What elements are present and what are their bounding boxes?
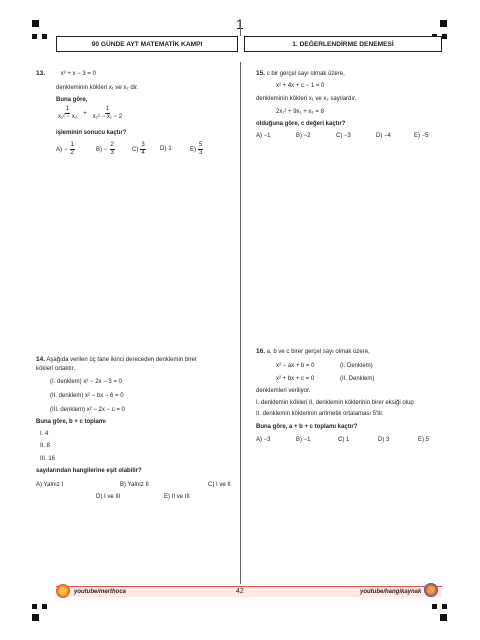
question-15 bbox=[256, 70, 345, 78]
question-13 bbox=[36, 70, 96, 78]
equation-2: (II. denklem) x² − bx − 6 = 0 bbox=[50, 393, 124, 399]
question-text: sayılarından hangilerine eşit olabilir? bbox=[36, 468, 142, 474]
option-c[interactable]: C) −3 bbox=[336, 133, 351, 139]
option-a[interactable]: A) −1 bbox=[256, 133, 271, 139]
given-text: Buna göre, b + c toplamı bbox=[36, 419, 106, 425]
footer-right-link[interactable]: youtube/hangikaynak bbox=[360, 589, 422, 595]
corner-square bbox=[442, 34, 447, 39]
corner-square bbox=[42, 604, 47, 609]
option-d[interactable]: D) 3 bbox=[378, 437, 390, 443]
given-text-1: denklemleri veriliyor. bbox=[256, 388, 311, 394]
option-e[interactable]: E) −5 bbox=[414, 133, 429, 139]
corner-square bbox=[440, 614, 447, 621]
option-d[interactable]: D) −4 bbox=[376, 133, 391, 139]
option-a[interactable]: A) − $\frac{1}{2}$ bbox=[56, 142, 74, 156]
question-text: Buna göre, a + b + c toplamı kaçtır? bbox=[256, 424, 358, 430]
option-d[interactable]: D) 1 bbox=[160, 146, 172, 152]
merthoca-logo-icon bbox=[56, 584, 70, 598]
question-number: 16. bbox=[256, 348, 266, 355]
option-c[interactable]: C) $\frac{3}{4}$ bbox=[132, 142, 145, 156]
option-b[interactable]: B) − $\frac{2}{3}$ bbox=[96, 142, 114, 156]
corner-square bbox=[32, 20, 39, 27]
corner-square bbox=[442, 604, 447, 609]
equation-2: x² + bx + c = 0 bbox=[276, 376, 315, 382]
footer-line bbox=[56, 586, 442, 587]
equation-1: (I. denklem) x² − 2x − 3 = 0 bbox=[50, 379, 122, 385]
intro-text-2: kökleri ortaktır. bbox=[36, 366, 76, 372]
option-e[interactable]: E) 5 bbox=[418, 437, 430, 443]
roots-text: denkleminin kökleri x₁ ve x₂ sayılardır. bbox=[256, 96, 357, 102]
intro-text: a, b ve c birer gerçel sayı olmak üzere, bbox=[266, 349, 370, 355]
fraction: $\frac{1}{\text{x₁² − x₂}}$ bbox=[58, 106, 78, 120]
question-14 bbox=[36, 356, 197, 364]
corner-square bbox=[32, 34, 37, 39]
header-right-title: 1. DEĞERLENDİRME DENEMESİ bbox=[244, 36, 442, 52]
option-d[interactable]: D) I ve III bbox=[96, 494, 121, 500]
equation-3: (III. denklem) x² − 2x − c = 0 bbox=[50, 407, 125, 413]
given-text: Buna göre, bbox=[56, 97, 88, 103]
corner-square bbox=[32, 604, 37, 609]
question-number: 15. bbox=[256, 70, 266, 77]
option-b[interactable]: B) −2 bbox=[296, 133, 311, 139]
plus-sign: + bbox=[83, 110, 87, 117]
equation-1-label: (I. Denklem) bbox=[340, 363, 373, 369]
intro-text: Aşağıda verilen üç tane ikinci dereceden denklemin birer bbox=[46, 357, 197, 363]
corner-square bbox=[42, 34, 47, 39]
column-divider bbox=[240, 62, 241, 584]
roots-text: denkleminin kökleri x₁ ve x₂ dir. bbox=[56, 85, 139, 91]
option-a[interactable]: A) Yalnız I bbox=[36, 482, 64, 488]
option-b[interactable]: B) −1 bbox=[296, 437, 311, 443]
option-e[interactable]: E) $\frac{5}{3}$ bbox=[190, 142, 203, 156]
column-divider-top bbox=[240, 28, 241, 36]
expression bbox=[58, 106, 122, 121]
corner-square bbox=[440, 20, 447, 27]
hangikaynak-logo-icon bbox=[424, 583, 438, 597]
corner-square bbox=[32, 614, 39, 621]
question-text: olduğuna göre, c değeri kaçtır? bbox=[256, 121, 346, 127]
option-c[interactable]: C) I ve II bbox=[208, 482, 231, 488]
equation: x² + x − 3 = 0 bbox=[60, 71, 96, 77]
item-1: I. 4 bbox=[40, 431, 49, 437]
question-16 bbox=[256, 348, 370, 356]
condition: 2x₁² + 9x₁ + x₂ = 8 bbox=[276, 109, 324, 115]
equation-2-label: (II. Denklem) bbox=[340, 376, 375, 382]
question-text: işleminin sonucu kaçtır? bbox=[56, 130, 127, 136]
equation-1: x² − ax + b = 0 bbox=[276, 363, 315, 369]
given-text-3: II. denklemin köklerinin aritmetik ortalaması 5'tir. bbox=[256, 411, 384, 417]
page-top-number: 1 bbox=[236, 16, 244, 32]
page-number: 42 bbox=[236, 588, 244, 595]
option-e[interactable]: E) II ve III bbox=[164, 494, 190, 500]
header-left-title: 90 GÜNDE AYT MATEMATİK KAMPI bbox=[56, 36, 238, 52]
question-number: 13. bbox=[36, 70, 46, 77]
fraction: $\frac{1}{\text{x₂² − x₁ − 2}}$ bbox=[92, 106, 123, 120]
item-3: III. 16 bbox=[40, 456, 56, 462]
corner-square bbox=[432, 604, 437, 609]
footer-left-link[interactable]: youtube/merthoca bbox=[74, 589, 127, 595]
option-a[interactable]: A) −3 bbox=[256, 437, 271, 443]
equation: x² + 4x + c − 1 = 0 bbox=[276, 83, 325, 89]
item-2: II. 8 bbox=[40, 443, 51, 449]
given-text-2: I. denklemin kökleri II. denklemin köklerinin birer eksiği olup bbox=[256, 400, 414, 406]
option-c[interactable]: C) 1 bbox=[338, 437, 350, 443]
option-b[interactable]: B) Yalnız II bbox=[120, 482, 149, 488]
question-number: 14. bbox=[36, 356, 46, 363]
intro-text: c bir gerçel sayı olmak üzere, bbox=[266, 71, 345, 77]
